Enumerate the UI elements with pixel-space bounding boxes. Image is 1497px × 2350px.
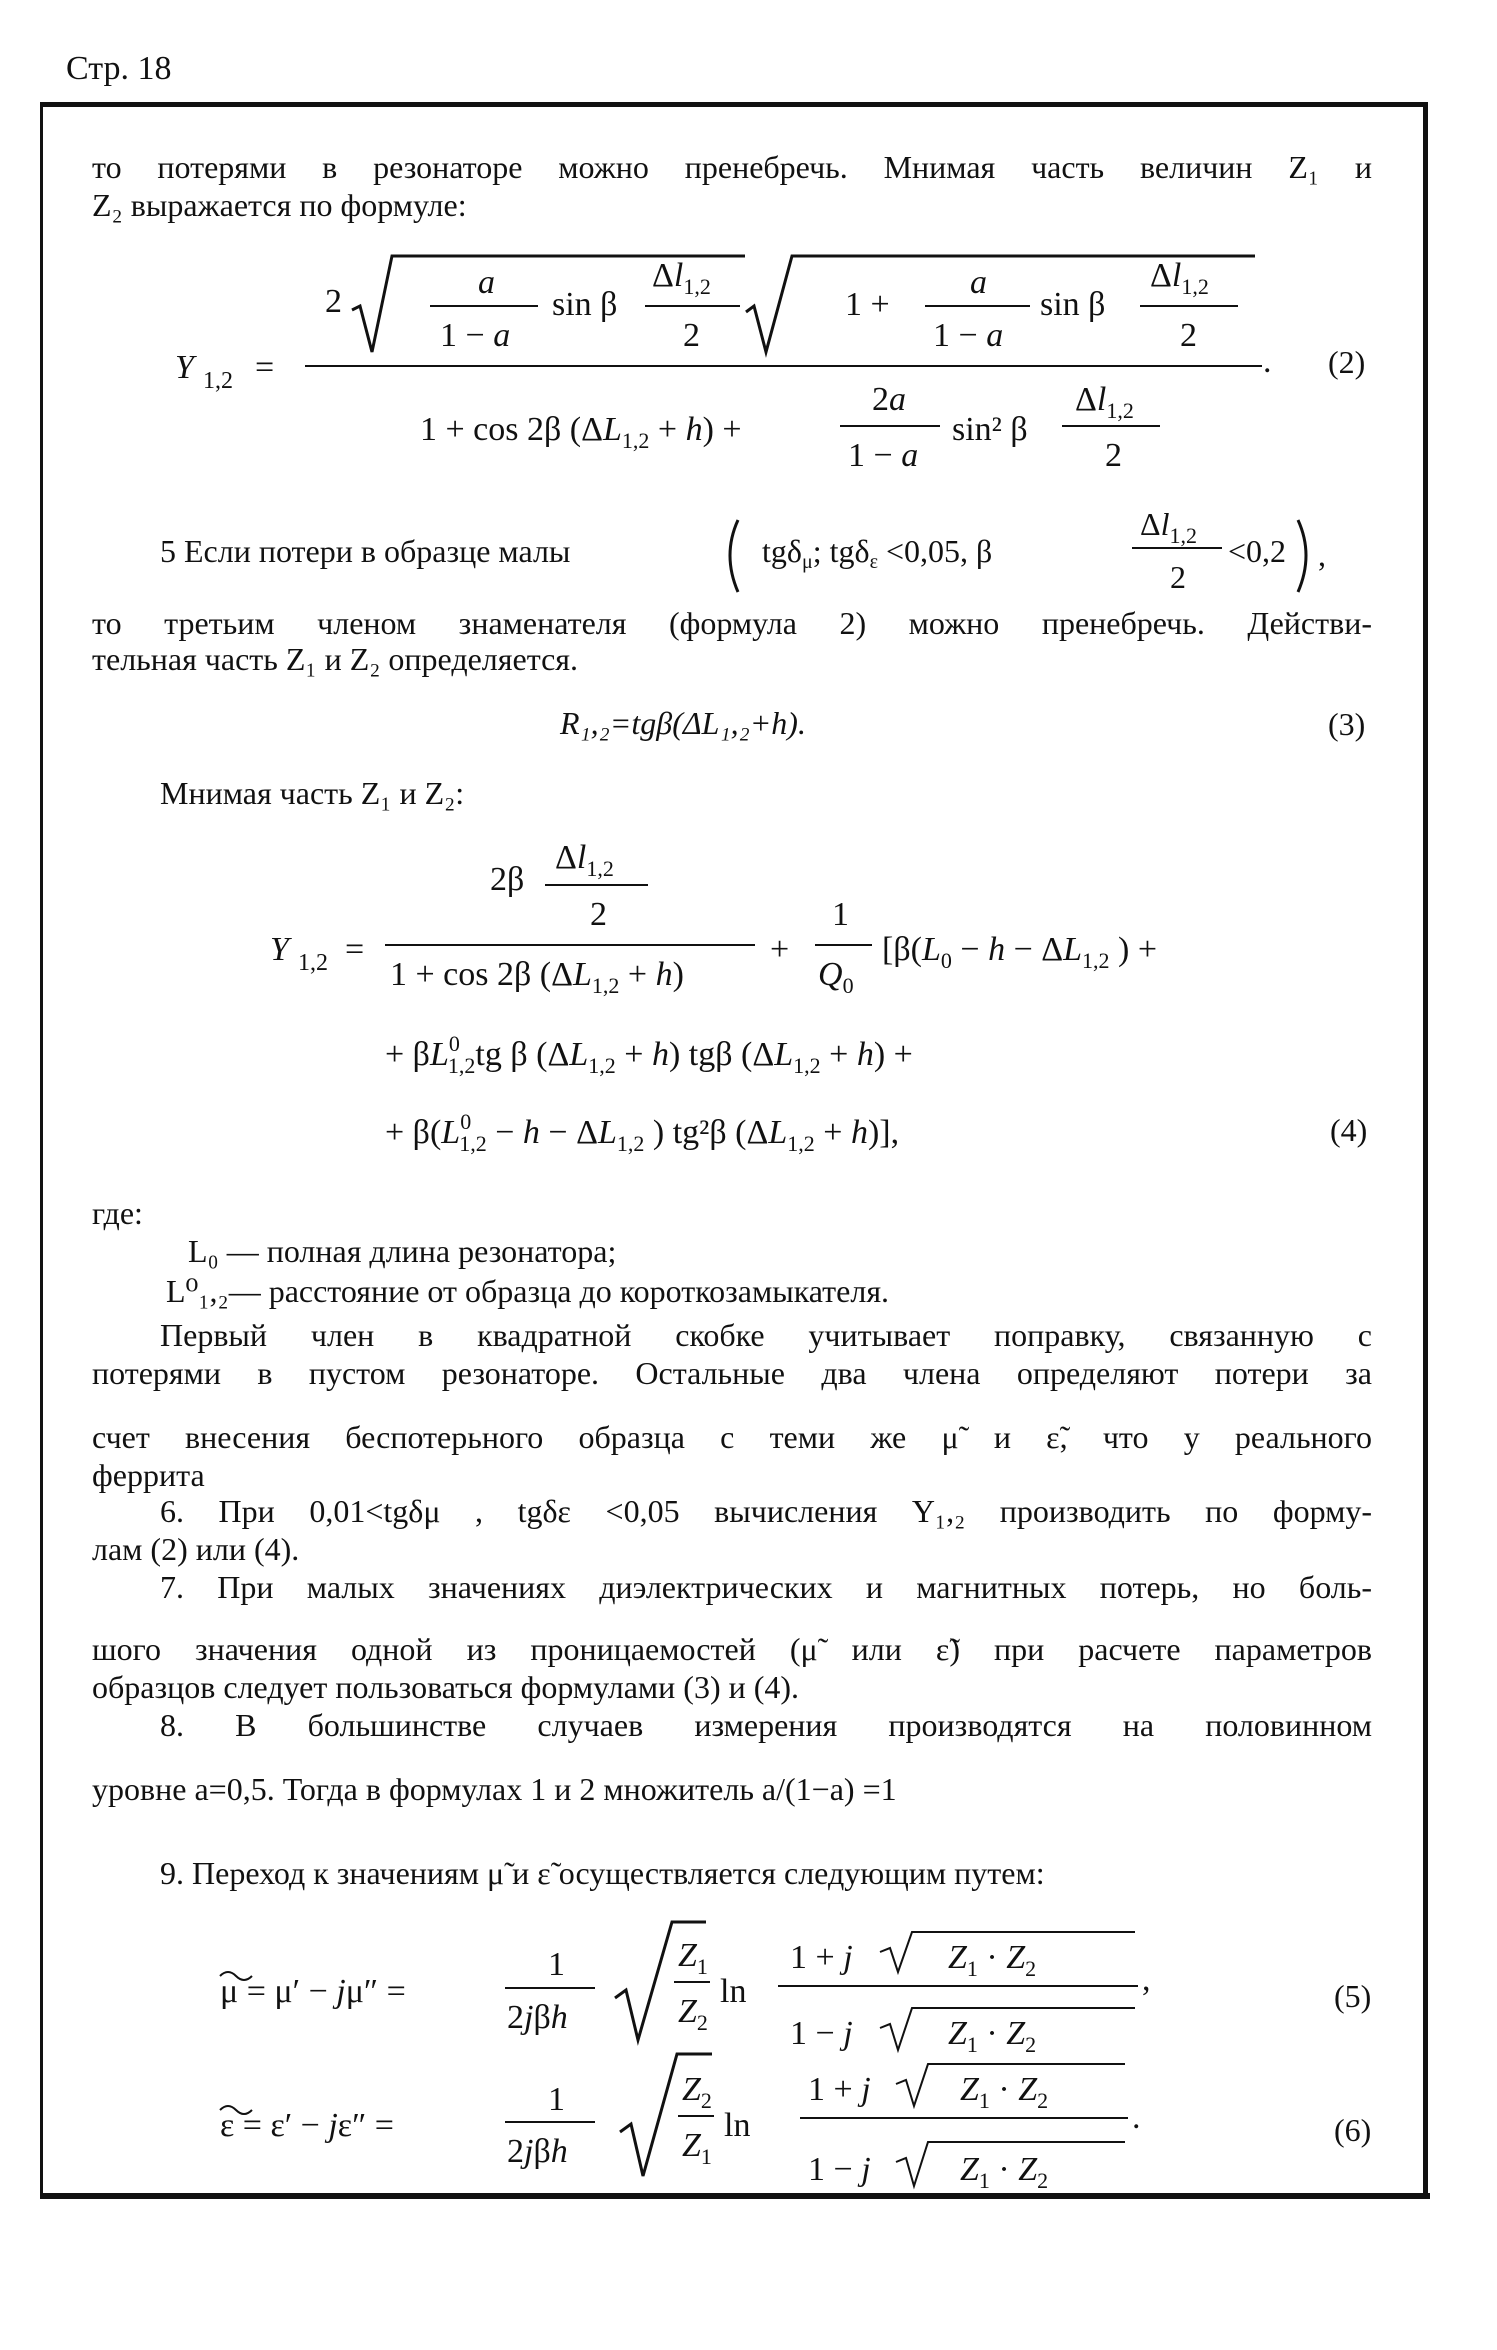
item7-line2: шого значения одной из проницаемостей (μ̃ или ε̃) при расчете параметров (92, 1631, 1372, 1667)
item7-line1: 7. При малых значениях диэлектрических и магнитных потерь, но боль- (160, 1569, 1372, 1605)
equation-5-number: (5) (1334, 1978, 1372, 2014)
svg-text:1 + j: 1 + j (808, 2071, 871, 2108)
item8-line1: 8. В большинстве случаев измерения производятся на половинном (160, 1707, 1372, 1743)
svg-text:.: . (1132, 2099, 1141, 2136)
item5-line2: то третьим членом знаменателя (формула 2) можно пренебречь. Действи- (92, 605, 1372, 641)
svg-text:2: 2 (325, 283, 342, 320)
equation-2-number: (2) (1328, 344, 1366, 380)
definition-L012: L⁰₁,₂— расстояние от образца до короткозамыкателя. (166, 1273, 890, 1309)
svg-text:Z1 · Z2: $Z_1 \cdot Z_2$ (948, 1939, 1037, 1981)
svg-text:=: = (255, 349, 275, 386)
svg-text:Δl1,2: $\Delta l_{1,2}$ (1140, 506, 1197, 548)
item7-line3: образцов следует пользоваться формулами (3) и (4). (92, 1669, 800, 1705)
equation-4-number: (4) (1330, 1112, 1368, 1148)
svg-text:+: + (770, 931, 790, 968)
svg-text:Z1 · Z2: $Z_1 \cdot Z_2$ (960, 2071, 1049, 2113)
equation-3: R₁,₂=tgβ(ΔL₁,₂+h). (560, 705, 806, 741)
svg-text:2: 2 (1170, 559, 1186, 595)
svg-text:1 + j: 1 + j (790, 1939, 853, 1976)
svg-text:+ β(L01,2 − h − ΔL1,2 ) tg²β (: + $\beta(L^0$ $1,2 - h - \Delta L_{1,2}$ ) tg²β $(\Delta L_{1,2} + h)$], (385, 1109, 900, 1156)
para-first-line4: феррита (92, 1457, 205, 1493)
svg-text:Δl1,2: $\Delta l_{1,2}$ (652, 257, 711, 299)
svg-text:Z1: $Z_1$ (682, 2127, 712, 2169)
svg-text:.: . (1263, 343, 1272, 380)
svg-text:Q0: $Q_0$ (818, 956, 854, 998)
equation-3-number: (3) (1328, 706, 1366, 742)
svg-text:1 +: 1 + (845, 286, 890, 323)
svg-text:1,2: 1,2 (203, 368, 233, 394)
svg-text:,: , (1142, 1961, 1151, 1998)
svg-text:1: 1 (548, 2081, 565, 2118)
svg-text:1,2: 1,2 (298, 950, 328, 976)
para-first-line1: Первый член в квадратной скобке учитывает поправку, связанную с (160, 1317, 1372, 1353)
svg-text:ln: ln (724, 2107, 751, 2144)
svg-text:ε = ε′ − jε″ =: ε = ε′ − jε″ = (220, 2107, 394, 2144)
svg-text:sin β: sin β (552, 286, 618, 323)
svg-text:[β(L0 − h − ΔL1,2 ) +: [$\beta(L_0 - h - \Delta L_{1,2}$ ) + (882, 931, 1158, 973)
svg-text:<0,2: <0,2 (1228, 533, 1287, 569)
svg-text:1 + cos 2β (ΔL1,2 + h): 1 + cos 2β $(\Delta L_{1,2} + h)$ (390, 956, 684, 998)
svg-text:2: 2 (590, 896, 607, 933)
para-first-line2: потерями в пустом резонаторе. Остальные два члена определяют потери за (92, 1355, 1372, 1391)
svg-text:Δl1,2: $\Delta l_{1,2}$ (555, 839, 614, 881)
svg-text:1 − j: 1 − j (808, 2151, 871, 2188)
equation-6-number: (6) (1334, 2112, 1372, 2148)
svg-text:sin² β: sin² β (952, 411, 1028, 448)
svg-text:=: = (345, 931, 365, 968)
svg-text:Δl1,2: $\Delta l_{1,2}$ (1150, 257, 1209, 299)
svg-text:1 − a: 1 − a (933, 317, 1004, 354)
svg-text:Δl1,2: $\Delta l_{1,2}$ (1075, 381, 1134, 423)
svg-text:1 − a: 1 − a (848, 437, 919, 474)
svg-text:Z1 · Z2: $Z_1 \cdot Z_2$ (948, 2015, 1037, 2057)
svg-text:1: 1 (548, 1946, 565, 1983)
svg-text:Z2: $Z_2$ (678, 1993, 708, 2035)
svg-text:2jβh: 2jβh (507, 2133, 568, 2170)
svg-text:ln: ln (720, 1973, 747, 2010)
item9: 9. Переход к значениям μ̃ и ε̃ осуществляется следующим путем: (160, 1855, 1045, 1891)
svg-text:μ = μ′ − jμ″ =: μ = μ′ − jμ″ = (220, 1973, 406, 2010)
svg-text:2: 2 (1180, 317, 1197, 354)
imag-label: Мнимая часть Z₁ и Z₂: (160, 775, 465, 811)
svg-text:2: 2 (1105, 437, 1122, 474)
svg-text:2β: 2β (490, 861, 525, 898)
svg-text:2jβh: 2jβh (507, 1999, 568, 2036)
para1-line2: Z₂ выражается по формуле: (92, 187, 467, 223)
where-label: где: (92, 1195, 143, 1231)
item5-line3: тельная часть Z₁ и Z₂ определяется. (92, 641, 578, 677)
svg-text:Z1 · Z2: $Z_1 \cdot Z_2$ (960, 2151, 1049, 2193)
svg-text:a: a (478, 264, 495, 301)
item6-line1: 6. При 0,01<tgδμ , tgδε <0,05 вычисления Y₁,₂ производить по форму- (160, 1493, 1372, 1529)
item8-line2: уровне a=0,5. Тогда в формулах 1 и 2 множитель a/(1−a) =1 (92, 1771, 897, 1807)
svg-text:Z2: $Z_2$ (682, 2071, 712, 2113)
svg-text:1: 1 (832, 896, 849, 933)
svg-text:1 + cos 2β (ΔL1,2 + h) +: 1 + cos 2β $(\Delta L_{1,2} + h)$ + (420, 411, 742, 453)
svg-text:5 Если потери в образце малы: 5 Если потери в образце малы (160, 533, 571, 569)
svg-text:+ βL01,2tg β (ΔL1,2 + h) tgβ: + $\beta L^0$ 1,2tg β $(\Delta L_{1,2} + h)$ tgβ $(\Delta L_{1,2} + h)$ + (385, 1031, 913, 1078)
page-header: Стр. 18 (66, 50, 172, 87)
svg-text:sin β: sin β (1040, 286, 1106, 323)
item6-line2: лам (2) или (4). (92, 1531, 300, 1567)
svg-text:Z1: $Z_1$ (678, 1937, 708, 1979)
para1-line1: то потерями в резонаторе можно пренебречь. Мнимая часть величин Z₁ и (92, 149, 1372, 185)
svg-text:2: 2 (683, 317, 700, 354)
para-first-line3: счет внесения беспотерьного образца с теми же μ̃ и ε̃, что у реального (92, 1419, 1372, 1455)
svg-text:Y: Y (270, 931, 289, 968)
svg-text:a: a (970, 264, 987, 301)
svg-text:1 − a: 1 − a (440, 317, 511, 354)
svg-text:,: , (1318, 537, 1326, 573)
svg-text:2a: 2a (872, 381, 906, 418)
svg-text:tgδμ; tgδε <0,05, β: tgδμ; tgδε <0,05, β (762, 533, 993, 573)
svg-text:1 − j: 1 − j (790, 2015, 853, 2052)
definition-L0: L₀ — полная длина резонатора; (188, 1233, 617, 1269)
svg-text:Y: Y (175, 349, 194, 386)
